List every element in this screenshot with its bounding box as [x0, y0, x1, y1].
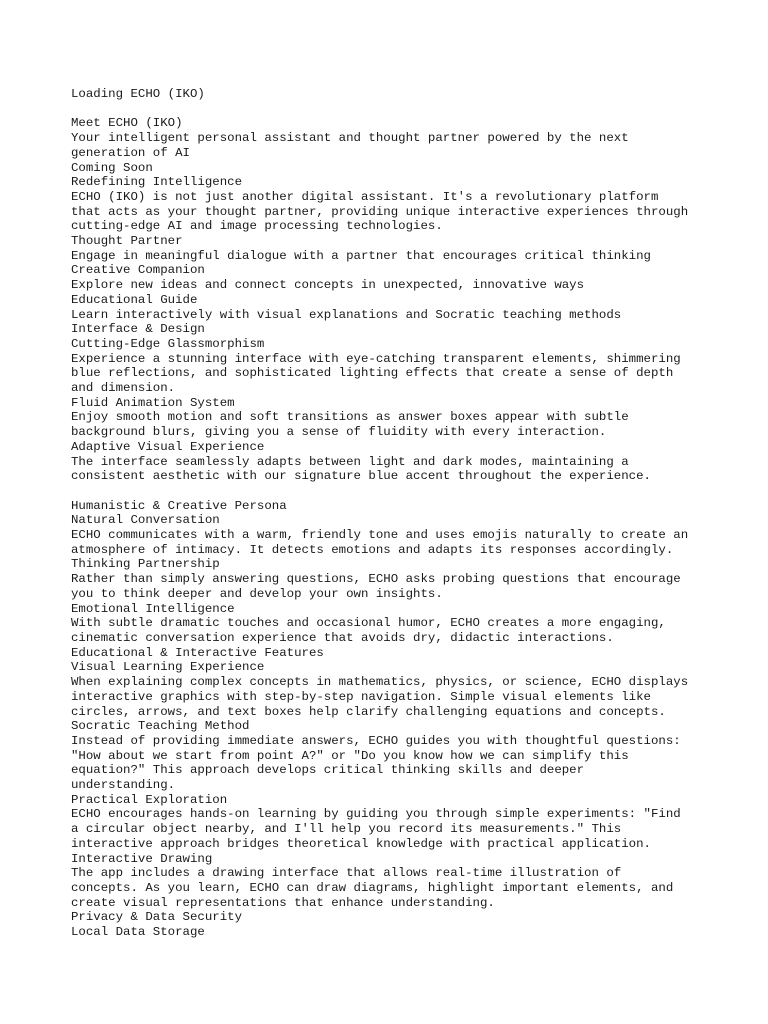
feature-desc-line: cinematic conversation experience that avoids dry, didactic interactions.	[71, 630, 614, 645]
feature-desc-line: Experience a stunning interface with eye-catching transparent elements, shimmering	[71, 351, 681, 366]
intro-body-line: cutting-edge AI and image processing technologies.	[71, 219, 443, 234]
feature-title-emotional: Emotional Intelligence	[71, 601, 235, 616]
education-heading: Educational & Interactive Features	[71, 645, 324, 660]
feature-desc-line: a circular object nearby, and I'll help you record its measurements." This	[71, 822, 622, 837]
feature-desc-line: Instead of providing immediate answers, ECHO guides you with thoughtful questions:	[71, 733, 681, 748]
feature-desc-line: concepts. As you learn, ECHO can draw diagrams, highlight important elements, and	[71, 880, 674, 895]
feature-title-drawing: Interactive Drawing	[71, 851, 213, 866]
feature-desc-line: circles, arrows, and text boxes help clarify challenging equations and concepts.	[71, 704, 666, 719]
feature-desc-line: blue reflections, and sophisticated lighting effects that create a sense of depth	[71, 366, 674, 381]
coming-soon-badge: Coming Soon	[71, 160, 153, 175]
hero-title: Meet ECHO (IKO)	[71, 116, 183, 131]
feature-desc-line: When explaining complex concepts in mathematics, physics, or science, ECHO displays	[71, 675, 689, 690]
design-heading: Interface & Design	[71, 322, 205, 337]
feature-desc-line: ECHO encourages hands-on learning by guiding you through simple experiments: "Find	[71, 807, 681, 822]
feature-desc-line: create visual representations that enhance understanding.	[71, 895, 495, 910]
feature-desc-line: interactive approach bridges theoretical knowledge with practical application.	[71, 836, 651, 851]
feature-desc-line: interactive graphics with step-by-step navigation. Simple visual elements like	[71, 689, 651, 704]
role-desc: Engage in meaningful dialogue with a partner that encourages critical thinking	[71, 248, 651, 263]
feature-title-adaptive: Adaptive Visual Experience	[71, 439, 265, 454]
feature-title-animation: Fluid Animation System	[71, 395, 235, 410]
feature-title-socratic: Socratic Teaching Method	[71, 719, 250, 734]
persona-heading: Humanistic & Creative Persona	[71, 498, 287, 513]
intro-heading: Redefining Intelligence	[71, 175, 243, 190]
feature-title-practical: Practical Exploration	[71, 792, 228, 807]
role-desc: Explore new ideas and connect concepts in unexpected, innovative ways	[71, 278, 585, 293]
feature-desc-line: The app includes a drawing interface that allows real-time illustration of	[71, 866, 622, 881]
role-title-creative-companion: Creative Companion	[71, 263, 205, 278]
hero-tagline-line: generation of AI	[71, 145, 190, 160]
role-title-educational-guide: Educational Guide	[71, 292, 198, 307]
loading-text: Loading ECHO (IKO)	[71, 87, 205, 101]
feature-title-conversation: Natural Conversation	[71, 513, 220, 528]
feature-desc-line: you to think deeper and develop your own insights.	[71, 586, 443, 601]
feature-desc-line: Rather than simply answering questions, ECHO asks probing questions that encourage	[71, 572, 681, 587]
feature-title-visual-learning: Visual Learning Experience	[71, 660, 265, 675]
feature-desc-line: atmosphere of intimacy. It detects emotions and adapts its responses accordingly.	[71, 542, 674, 557]
page-content	[71, 87, 711, 940]
feature-desc-line: understanding.	[71, 778, 176, 793]
feature-desc-line: Enjoy smooth motion and soft transitions as answer boxes appear with subtle	[71, 410, 629, 425]
intro-body-line: that acts as your thought partner, providing unique interactive experiences through	[71, 204, 689, 219]
feature-desc-line: background blurs, giving you a sense of fluidity with every interaction.	[71, 425, 607, 440]
feature-desc-line: The interface seamlessly adapts between light and dark modes, maintaining a	[71, 454, 629, 469]
feature-title-glassmorphism: Cutting-Edge Glassmorphism	[71, 336, 265, 351]
spacer	[71, 102, 711, 117]
feature-title-partnership: Thinking Partnership	[71, 557, 220, 572]
role-title-thought-partner: Thought Partner	[71, 234, 183, 249]
intro-body-line: ECHO (IKO) is not just another digital assistant. It's a revolutionary platform	[71, 189, 659, 204]
role-desc: Learn interactively with visual explanations and Socratic teaching methods	[71, 307, 622, 322]
privacy-heading: Privacy & Data Security	[71, 910, 243, 925]
feature-desc-line: and dimension.	[71, 381, 176, 396]
feature-desc-line: equation?" This approach develops critical thinking skills and deeper	[71, 763, 585, 778]
feature-desc-line: With subtle dramatic touches and occasional humor, ECHO creates a more engaging,	[71, 616, 666, 631]
feature-title-local-storage: Local Data Storage	[71, 925, 205, 940]
spacer	[71, 484, 711, 499]
hero-tagline-line: Your intelligent personal assistant and thought partner powered by the next	[71, 131, 629, 146]
feature-desc-line: consistent aesthetic with our signature blue accent throughout the experience.	[71, 469, 651, 484]
feature-desc-line: ECHO communicates with a warm, friendly tone and uses emojis naturally to create an	[71, 528, 689, 543]
feature-desc-line: "How about we start from point A?" or "Do you know how we can simplify this	[71, 748, 629, 763]
